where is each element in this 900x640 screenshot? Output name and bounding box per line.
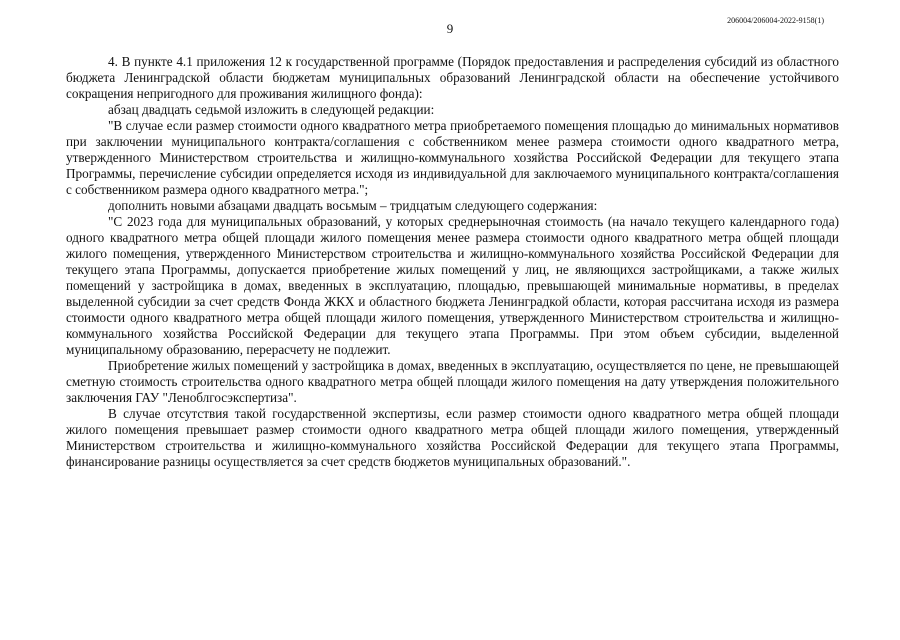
paragraph-new-text-27: "В случае если размер стоимости одного квадратного метра приобретаемого помещения площадью до минимальных нормативов при заключении муниципального контракта/соглашения с собственником менее размера стоимости одного квадратного метра, утвержденного Министерством строительства и жилищно-коммунального хозяйства Российской Федерации для текущего этапа Программы, перечисление субсидии определяется исходя из индивидуальной для заключаемого муниципального контракта/соглашения с собственником размера одного квадратного метра."; <box>66 118 839 197</box>
document-body <box>66 54 839 470</box>
paragraph-new-text-30: В случае отсутствия такой государственной экспертизы, если размер стоимости одного квадратного метра общей площади жилого помещения превышает размер стоимости одного квадратного метра общей площади жилого помещения, утвержденный Министерством строительства и жилищно-коммунального хозяйства Российской Федерации для текущего этапа Программы, финансирование разницы осуществляется за счет средств бюджетов муниципальных образований.". <box>66 406 839 469</box>
paragraph-item-4: 4. В пункте 4.1 приложения 12 к государственной программе (Порядок предоставления и распределения субсидий из областного бюджета Ленинградской области бюджетам муниципальных образований Ленинградской области на обеспечение устойчивого сокращения непригодного для проживания жилищного фонда): <box>66 54 839 101</box>
paragraph-new-text-28: "С 2023 года для муниципальных образований, у которых среднерыночная стоимость (на начало текущего календарного года) одного квадратного метра общей площади жилого помещения менее размера стоимости одного квадратного метра общей площади жилого помещения, утвержденного Министерством строительства и жилищно-коммунального хозяйства Российской Федерации для текущего этапа Программы, допускается приобретение жилых помещений у лиц, не являющихся застройщиками, а также жилых помещений у застройщика в домах, введенных в эксплуатацию, площадью, превышающей минимальные нормативы, в пределах выделенной субсидии за счет средств Фонда ЖКХ и областного бюджета Ленинградкой области, которая рассчитана исходя из размера стоимости одного квадратного метра общей площади жилого помещения, утвержденного Министерством строительства и жилищно-коммунального хозяйства Российской Федерации для текущего этапа Программы. При этом объем субсидии, выделенной муниципальному образованию, перерасчету не подлежит. <box>66 214 839 357</box>
page-number: 9 <box>446 21 454 36</box>
paragraph-instruction-replace: абзац двадцать седьмой изложить в следующей редакции: <box>108 102 435 117</box>
paragraph-new-text-29: Приобретение жилых помещений у застройщика в домах, введенных в эксплуатацию, осуществляется по цене, не превышающей сметную стоимость строительства одного квадратного метра общей площади жилого помещения на дату утверждения положительного заключения ГАУ "Леноблгосэкспертиза". <box>66 358 839 405</box>
paragraph-instruction-add: дополнить новыми абзацами двадцать восьмым – тридцатым следующего содержания: <box>108 198 598 213</box>
document-id: 206004/206004-2022-9158(1) <box>727 16 824 25</box>
